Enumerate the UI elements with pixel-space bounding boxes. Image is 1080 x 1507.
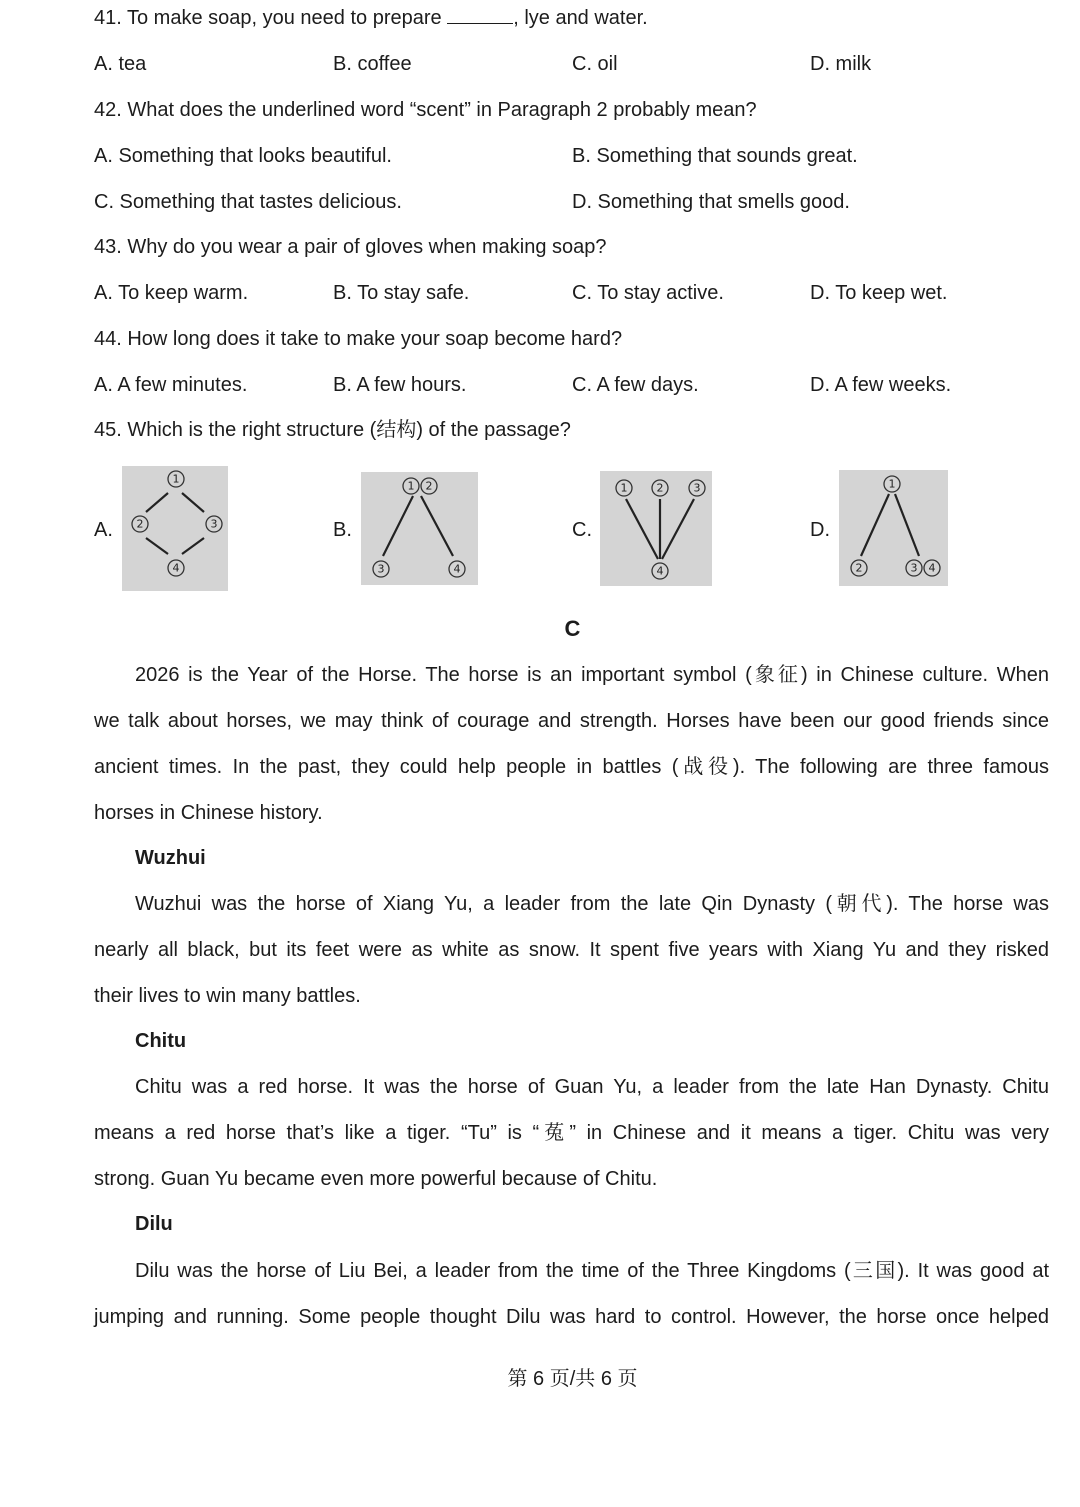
figure-b-label: B. [333, 519, 352, 541]
svg-text:4: 4 [928, 561, 936, 575]
svg-text:2: 2 [425, 479, 433, 493]
heading-chitu: Chitu [135, 1030, 187, 1052]
svg-text:3: 3 [693, 481, 701, 495]
figure-a-label: A. [94, 519, 113, 541]
chitu-line-2: means a red horse that’s like a tiger. “Tu” is “菟” in Chinese and it means a tiger. Chitu was very [94, 1122, 1049, 1144]
question-43-option-b: B. To stay safe. [333, 282, 470, 304]
structure-figure-d [839, 470, 948, 586]
page-footer: 第 6 页/共 6 页 [507, 1368, 638, 1390]
question-44-option-a: A. A few minutes. [94, 374, 248, 396]
section-title: C [564, 616, 581, 641]
question-43-option-a: A. To keep warm. [94, 282, 249, 304]
intro-line-4: horses in Chinese history. [94, 802, 323, 824]
question-41-option-c: C. oil [572, 53, 618, 75]
question-41-option-a: A. tea [94, 53, 147, 75]
question-45-stem: 45. Which is the right structure (结构) of the passage? [94, 419, 571, 441]
svg-text:4: 4 [172, 561, 180, 575]
answer-blank [447, 7, 513, 24]
question-44-option-d: D. A few weeks. [810, 374, 952, 396]
question-44-option-b: B. A few hours. [333, 374, 467, 396]
intro-line-3: ancient times. In the past, they could help people in battles (战役). The following are three famous [94, 756, 1049, 778]
wuzhui-line-3: their lives to win many battles. [94, 985, 361, 1007]
question-41-option-d: D. milk [810, 53, 872, 75]
question-44-option-c: C. A few days. [572, 374, 699, 396]
question-41-stem-end: , lye and water. [513, 7, 648, 29]
heading-wuzhui: Wuzhui [135, 847, 206, 869]
question-44-stem: 44. How long does it take to make your soap become hard? [94, 328, 623, 350]
question-43-stem: 43. Why do you wear a pair of gloves when making soap? [94, 236, 607, 258]
figure-d-label: D. [810, 519, 830, 541]
figure-c-label: C. [572, 519, 592, 541]
question-42-option-b: B. Something that sounds great. [572, 145, 858, 167]
chitu-line-1: Chitu was a red horse. It was the horse of Guan Yu, a leader from the late Han Dynasty. Chitu [135, 1076, 1049, 1098]
svg-text:4: 4 [453, 562, 461, 576]
question-41-option-b: B. coffee [333, 53, 412, 75]
svg-text:1: 1 [407, 479, 415, 493]
dilu-line-2: jumping and running. Some people thought Dilu was hard to control. However, the horse once helped [94, 1306, 1049, 1328]
question-41-stem-start: 41. To make soap, you need to prepare [94, 7, 448, 29]
question-42-stem: 42. What does the underlined word “scent” in Paragraph 2 probably mean? [94, 99, 757, 121]
svg-text:2: 2 [136, 517, 144, 531]
structure-figure-b [361, 472, 478, 585]
heading-dilu: Dilu [135, 1213, 173, 1235]
intro-line-1: 2026 is the Year of the Horse. The horse is an important symbol (象征) in Chinese culture. When [135, 664, 1049, 686]
structure-figure-c [600, 471, 712, 586]
intro-line-2: we talk about horses, we may think of courage and strength. Horses have been our good friends since [94, 710, 1049, 732]
wuzhui-line-2: nearly all black, but its feet were as white as snow. It spent five years with Xiang Yu and they risked [94, 939, 1049, 961]
svg-text:2: 2 [656, 481, 664, 495]
svg-text:1: 1 [172, 472, 180, 486]
svg-text:3: 3 [910, 561, 918, 575]
wuzhui-line-1: Wuzhui was the horse of Xiang Yu, a leader from the late Qin Dynasty (朝代). The horse was [135, 893, 1049, 915]
question-43-option-c: C. To stay active. [572, 282, 724, 304]
svg-text:1: 1 [620, 481, 628, 495]
question-42-option-d: D. Something that smells good. [572, 191, 850, 213]
svg-text:3: 3 [377, 562, 385, 576]
svg-text:4: 4 [656, 564, 664, 578]
question-41-stem [94, 6, 648, 30]
chitu-line-3: strong. Guan Yu became even more powerful because of Chitu. [94, 1168, 658, 1190]
dilu-line-1: Dilu was the horse of Liu Bei, a leader from the time of the Three Kingdoms (三国). It was good at [135, 1260, 1049, 1282]
structure-figure-a [122, 466, 228, 591]
svg-text:2: 2 [855, 561, 863, 575]
question-42-option-a: A. Something that looks beautiful. [94, 145, 392, 167]
svg-text:1: 1 [888, 477, 896, 491]
question-43-option-d: D. To keep wet. [810, 282, 948, 304]
svg-text:3: 3 [210, 517, 218, 531]
question-42-option-c: C. Something that tastes delicious. [94, 191, 402, 213]
